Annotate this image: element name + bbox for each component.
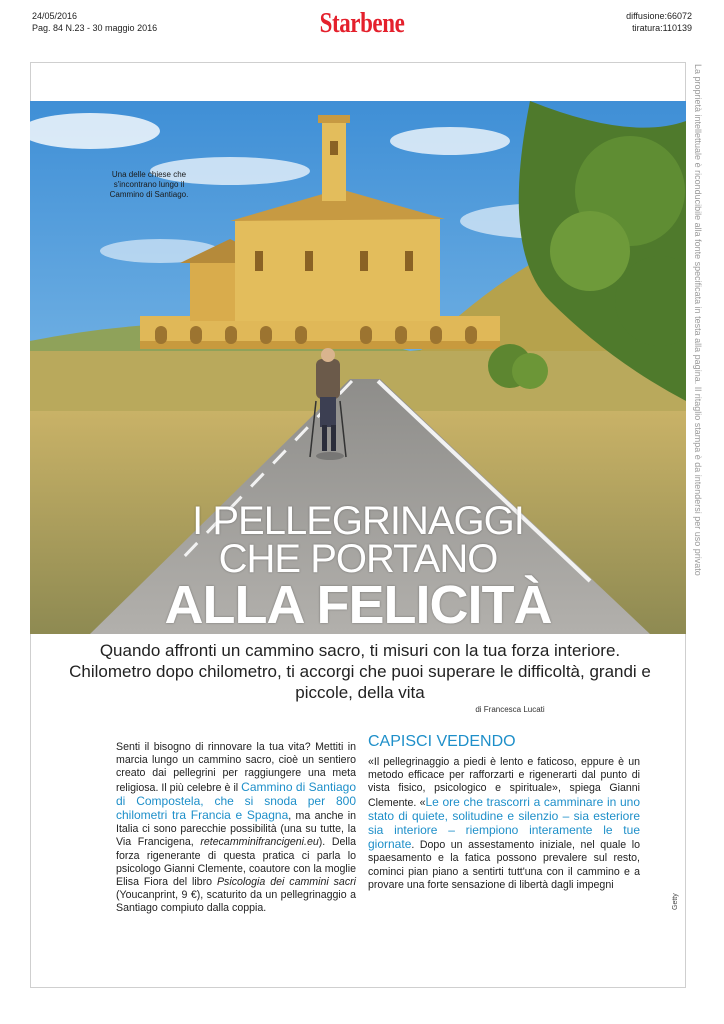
lead-paragraph: Quando affronti un cammino sacro, ti misuri con la tua forza interiore. Chilometro dopo chilometro, ti accorgi che puoi superare le difficoltà, grandi e piccole, della vita <box>69 641 651 702</box>
col1-highlight: Cammino di Santiago di Compostela, che si snoda per 800 chilometri tra Francia e Spagna <box>116 779 356 823</box>
issue-date: 24/05/2016 <box>32 11 78 21</box>
col1-text-4: (Youcanprint, 9 €), scaturito da un pellegrinaggio a Santiago compiuto dalla coppia. <box>116 889 356 915</box>
col2-text-2: . Dopo un assestamento iniziale, nel quale lo spaesamento e la fatica possono prevalere sul resto, cominci pian piano a sentirti tutt'una con il cammino e a provare una forte sensazione di libertà dagli impegni <box>368 839 640 891</box>
col1-site: retecamminifrancigeni.eu <box>200 836 319 849</box>
photo-credit-text: Getty <box>672 893 679 910</box>
side-notice <box>689 64 703 624</box>
side-notice-text: La proprietà intellettuale è riconducibile alla fonte specificata in testa alla pagina. Il ritaglio stampa è da intendersi per uso privato <box>693 64 703 576</box>
headline-line-2: CHE PORTANO <box>218 537 498 581</box>
col2-text-1: «Il pellegrinaggio a piedi è lento e faticoso, eppure è un metodo efficace per rafforzarti e rigenerarti dal punto di vista fisico, psicologico e spirituale», spiega Gianni Clemente. « <box>368 756 640 809</box>
page-info: Pag. 84 N.23 - 30 maggio 2016 <box>32 23 158 33</box>
diffusione: diffusione:66072 <box>626 11 692 21</box>
magazine-logo: Starbene <box>319 8 405 39</box>
header-right <box>626 10 692 34</box>
tiratura: tiratura:110139 <box>632 23 692 33</box>
byline: di Francesca Lucati <box>475 705 545 714</box>
headline-line-3: ALLA FELICITÀ <box>164 575 552 635</box>
article-column-1 <box>116 741 356 916</box>
col1-book-title: Psicologia dei cammini sacri <box>216 876 357 889</box>
col1-text-3: ). Della forza rigenerante di questa pratica ci parla lo psicologo Gianni Clemente, coautore con la moglie Elisa Fiora del libro <box>116 836 356 889</box>
photo-caption: Una delle chiese che s'incontrano lungo il Cammino di Santiago. <box>109 170 189 199</box>
section-subhead: CAPISCI VEDENDO <box>368 733 516 750</box>
headline-line-1: I PELLEGRINAGGI <box>192 499 524 543</box>
article-column-2 <box>368 756 640 892</box>
col2-highlight: Le ore che trascorri a camminare in uno stato di quiete, solitudine e silenzio – sia esteriore sia interiore – riempiono interamente le tue giornate <box>368 794 640 852</box>
col1-text-1: Senti il bisogno di rinnovare la tua vita? Mettiti in marcia lungo un cammino sacro, cioè un sentiero creato dai pellegrini per raggiungere una meta religiosa. Il più celebre è il <box>116 741 356 794</box>
col1-text-2: , ma anche in Italia ci sono parecchie possibilità (una su tutte, la Via Francigena, <box>116 810 356 849</box>
photo-credit <box>662 880 679 920</box>
